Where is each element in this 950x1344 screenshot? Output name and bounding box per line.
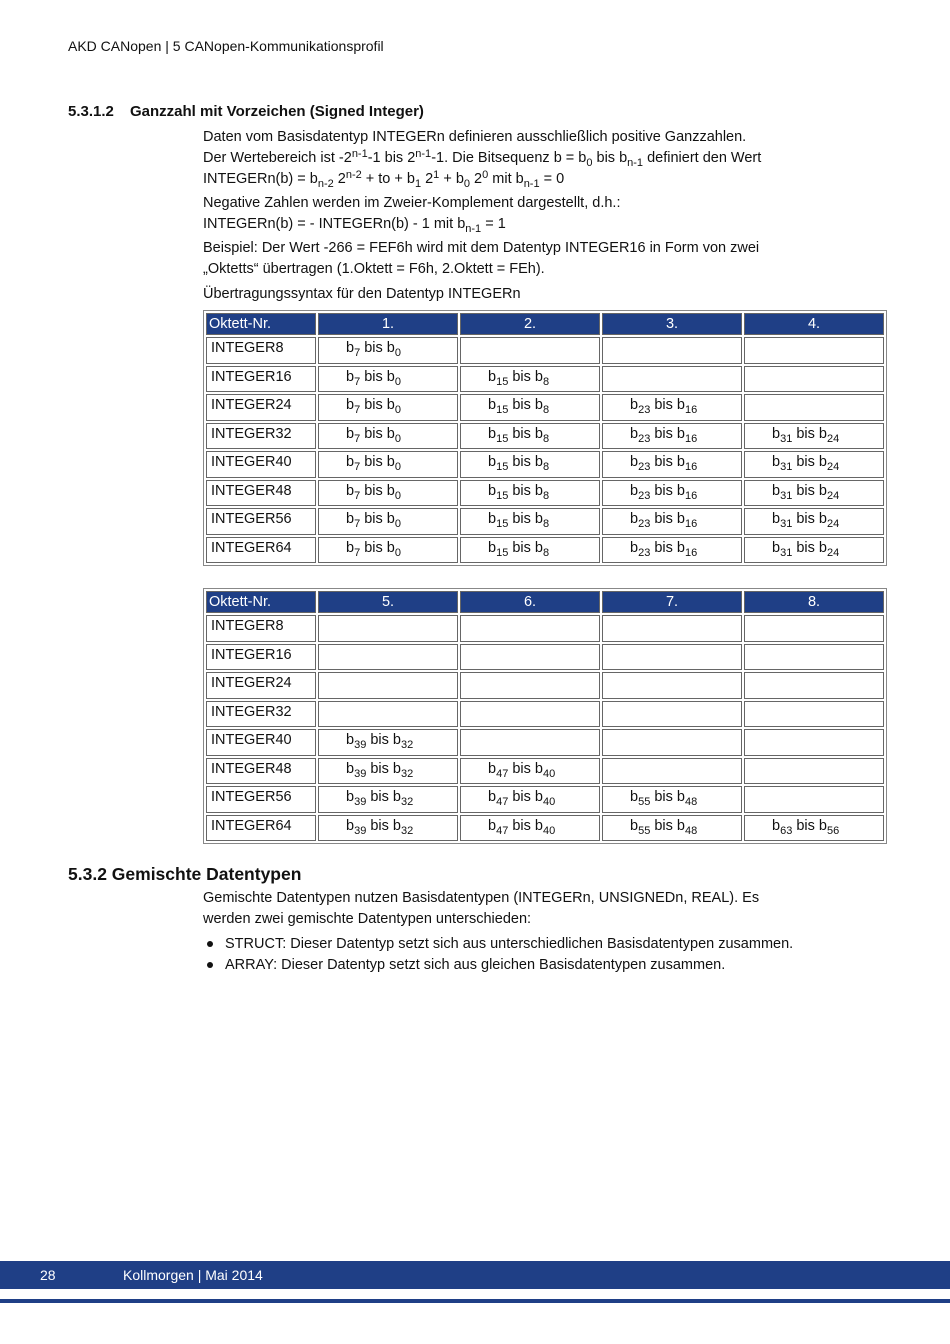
octet-cell: $b_{63}$ bis $b_{56}$	[744, 815, 884, 842]
syntax-caption: Übertragungssyntax für den Datentyp INTEGERn	[203, 286, 521, 302]
octet-cell	[744, 701, 884, 728]
header-cell-label: Oktett-Nr.	[206, 313, 316, 335]
list-item-array: ARRAY: Dieser Datentyp setzt sich aus gleichen Basisdatentypen zusammen.	[203, 955, 803, 975]
row-label: INTEGER40	[206, 729, 316, 756]
page-number: 28	[40, 1267, 56, 1283]
octet-cell	[460, 615, 600, 642]
octet-cell: $b_7$ bis $b_0$	[318, 537, 458, 564]
row-label: INTEGER16	[206, 644, 316, 671]
octet-cell: $b_7$ bis $b_0$	[318, 480, 458, 507]
range-line: Der Wertebereich ist -2$^{n-1}$-1 bis 2$^{n-1}$-1. Die Bitsequenz $b = b_0$ bis $b_{n-1}$ definiert den Wert	[203, 148, 762, 169]
table-header-row	[206, 313, 884, 335]
header-cell-octet: 3.	[602, 313, 742, 335]
octet-cell: $b_{31}$ bis $b_{24}$	[744, 537, 884, 564]
octet-cell: $b_{39}$ bis $b_{32}$	[318, 786, 458, 813]
footer-company-date: Kollmorgen | Mai 2014	[123, 1267, 263, 1283]
row-label: INTEGER16	[206, 366, 316, 393]
octet-cell	[744, 644, 884, 671]
octet-cell: $b_{15}$ bis $b_8$	[460, 423, 600, 450]
octet-cell: $b_{47}$ bis $b_{40}$	[460, 815, 600, 842]
table-row	[206, 729, 884, 756]
octet-cell	[744, 337, 884, 364]
octet-cell: $b_{47}$ bis $b_{40}$	[460, 786, 600, 813]
octet-cell: $b_{31}$ bis $b_{24}$	[744, 508, 884, 535]
octet-cell: $b_{31}$ bis $b_{24}$	[744, 423, 884, 450]
footer-rule	[0, 1299, 950, 1303]
table-row	[206, 537, 884, 564]
row-label: INTEGER48	[206, 480, 316, 507]
octet-cell: $b_{23}$ bis $b_{16}$	[602, 480, 742, 507]
row-label: INTEGER24	[206, 672, 316, 699]
table-row	[206, 758, 884, 785]
octet-cell: $b_{31}$ bis $b_{24}$	[744, 451, 884, 478]
octet-table-2	[203, 588, 887, 844]
octet-cell: $b_{39}$ bis $b_{32}$	[318, 815, 458, 842]
octet-cell: $b_{15}$ bis $b_8$	[460, 394, 600, 421]
octet-cell	[602, 644, 742, 671]
section-title: Ganzzahl mit Vorzeichen (Signed Integer)	[130, 103, 424, 120]
octet-cell	[744, 615, 884, 642]
octet-cell: $b_{23}$ bis $b_{16}$	[602, 508, 742, 535]
octet-cell	[602, 615, 742, 642]
octet-cell: $b_7$ bis $b_0$	[318, 394, 458, 421]
octet-cell: $b_{15}$ bis $b_8$	[460, 537, 600, 564]
octet-cell	[460, 729, 600, 756]
octet-cell: $b_{39}$ bis $b_{32}$	[318, 758, 458, 785]
octet-cell: $b_7$ bis $b_0$	[318, 423, 458, 450]
row-label: INTEGER64	[206, 815, 316, 842]
octet-cell	[460, 672, 600, 699]
page-header: AKD CANopen | 5 CANopen-Kommunikationsprofil	[68, 38, 384, 54]
octet-cell: $b_{23}$ bis $b_{16}$	[602, 451, 742, 478]
row-label: INTEGER8	[206, 615, 316, 642]
octet-cell	[318, 644, 458, 671]
octet-cell: $b_7$ bis $b_0$	[318, 508, 458, 535]
octet-cell	[318, 672, 458, 699]
section-heading-signed-integer	[68, 103, 424, 120]
octet-cell	[744, 394, 884, 421]
mixed-types-list	[203, 934, 803, 976]
octet-cell	[602, 729, 742, 756]
header-cell-octet: 7.	[602, 591, 742, 613]
list-item-struct: STRUCT: Dieser Datentyp setzt sich aus unterschiedlichen Basisdatentypen zusammen.	[203, 934, 803, 954]
octet-cell: $b_{15}$ bis $b_8$	[460, 480, 600, 507]
octet-cell	[602, 366, 742, 393]
octet-cell	[602, 672, 742, 699]
negative-line: Negative Zahlen werden im Zweier-Komplement dargestellt, d.h.:	[203, 195, 621, 211]
octet-cell: $b_{47}$ bis $b_{40}$	[460, 758, 600, 785]
mixed-paragraph	[203, 888, 823, 930]
table-row	[206, 786, 884, 813]
octet-cell	[744, 366, 884, 393]
octet-cell	[744, 672, 884, 699]
example-line-2: „Oktetts“ übertragen (1.Oktett = F6h, 2.Oktett = FEh).	[203, 261, 545, 277]
octet-cell: $b_7$ bis $b_0$	[318, 337, 458, 364]
table-row	[206, 394, 884, 421]
octet-cell: $b_{15}$ bis $b_8$	[460, 366, 600, 393]
formula-line: INTEGERn(b) = $b_{n-2}$ $2^{n-2}$ + to + $b_1$ $2^1 + b_0$ $2^0$ mit $b_{n-1} = 0$	[203, 169, 565, 190]
octet-cell: $b_{39}$ bis $b_{32}$	[318, 729, 458, 756]
row-label: INTEGER32	[206, 701, 316, 728]
octet-cell: $b_{55}$ bis $b_{48}$	[602, 815, 742, 842]
table-row	[206, 701, 884, 728]
bullet-icon	[207, 941, 213, 947]
table-row	[206, 423, 884, 450]
octet-cell	[602, 758, 742, 785]
table-row	[206, 644, 884, 671]
table-row	[206, 508, 884, 535]
octet-cell: $b_7$ bis $b_0$	[318, 451, 458, 478]
octet-cell	[602, 337, 742, 364]
table-row	[206, 615, 884, 642]
octet-cell: $b_{23}$ bis $b_{16}$	[602, 423, 742, 450]
table-row	[206, 337, 884, 364]
octet-table-1	[203, 310, 887, 566]
table-row	[206, 366, 884, 393]
row-label: INTEGER40	[206, 451, 316, 478]
intro-line-1: Daten vom Basisdatentyp INTEGERn definieren ausschließlich positive Ganzzahlen.	[203, 129, 747, 145]
row-label: INTEGER48	[206, 758, 316, 785]
octet-cell	[602, 701, 742, 728]
octet-cell: $b_{15}$ bis $b_8$	[460, 508, 600, 535]
octet-cell	[744, 729, 884, 756]
header-cell-label: Oktett-Nr.	[206, 591, 316, 613]
header-cell-octet: 2.	[460, 313, 600, 335]
page-footer	[0, 1261, 950, 1289]
section-heading-mixed-types: 5.3.2 Gemischte Datentypen	[68, 864, 302, 884]
header-cell-octet: 4.	[744, 313, 884, 335]
mixed-line-2: werden zwei gemischte Datentypen unterschieden:	[203, 911, 532, 927]
octet-cell	[318, 615, 458, 642]
table-header-row	[206, 591, 884, 613]
header-cell-octet: 1.	[318, 313, 458, 335]
header-cell-octet: 8.	[744, 591, 884, 613]
octet-cell	[744, 758, 884, 785]
octet-cell	[460, 701, 600, 728]
header-cell-octet: 5.	[318, 591, 458, 613]
row-label: INTEGER32	[206, 423, 316, 450]
intro-paragraph	[203, 127, 823, 305]
row-label: INTEGER56	[206, 786, 316, 813]
octet-cell	[318, 701, 458, 728]
row-label: INTEGER64	[206, 537, 316, 564]
octet-cell	[744, 786, 884, 813]
row-label: INTEGER24	[206, 394, 316, 421]
table-row	[206, 672, 884, 699]
section-number: 5.3.1.2	[68, 103, 114, 120]
table-row	[206, 480, 884, 507]
table-row	[206, 815, 884, 842]
negative-formula: INTEGERn(b) = - INTEGERn(b) - 1 mit $b_{n-1} = 1$	[203, 216, 506, 235]
header-cell-octet: 6.	[460, 591, 600, 613]
octet-cell	[460, 337, 600, 364]
octet-cell: $b_{55}$ bis $b_{48}$	[602, 786, 742, 813]
table-row	[206, 451, 884, 478]
octet-cell	[460, 644, 600, 671]
example-line-1: Beispiel: Der Wert -266 = FEF6h wird mit dem Datentyp INTEGER16 in Form von zwei	[203, 240, 760, 256]
row-label: INTEGER8	[206, 337, 316, 364]
octet-cell: $b_{23}$ bis $b_{16}$	[602, 537, 742, 564]
bullet-icon	[207, 962, 213, 968]
row-label: INTEGER56	[206, 508, 316, 535]
octet-cell: $b_{31}$ bis $b_{24}$	[744, 480, 884, 507]
octet-cell: $b_{15}$ bis $b_8$	[460, 451, 600, 478]
mixed-line-1: Gemischte Datentypen nutzen Basisdatentypen (INTEGERn, UNSIGNEDn, REAL). Es	[203, 890, 760, 906]
octet-cell: $b_7$ bis $b_0$	[318, 366, 458, 393]
octet-cell: $b_{23}$ bis $b_{16}$	[602, 394, 742, 421]
